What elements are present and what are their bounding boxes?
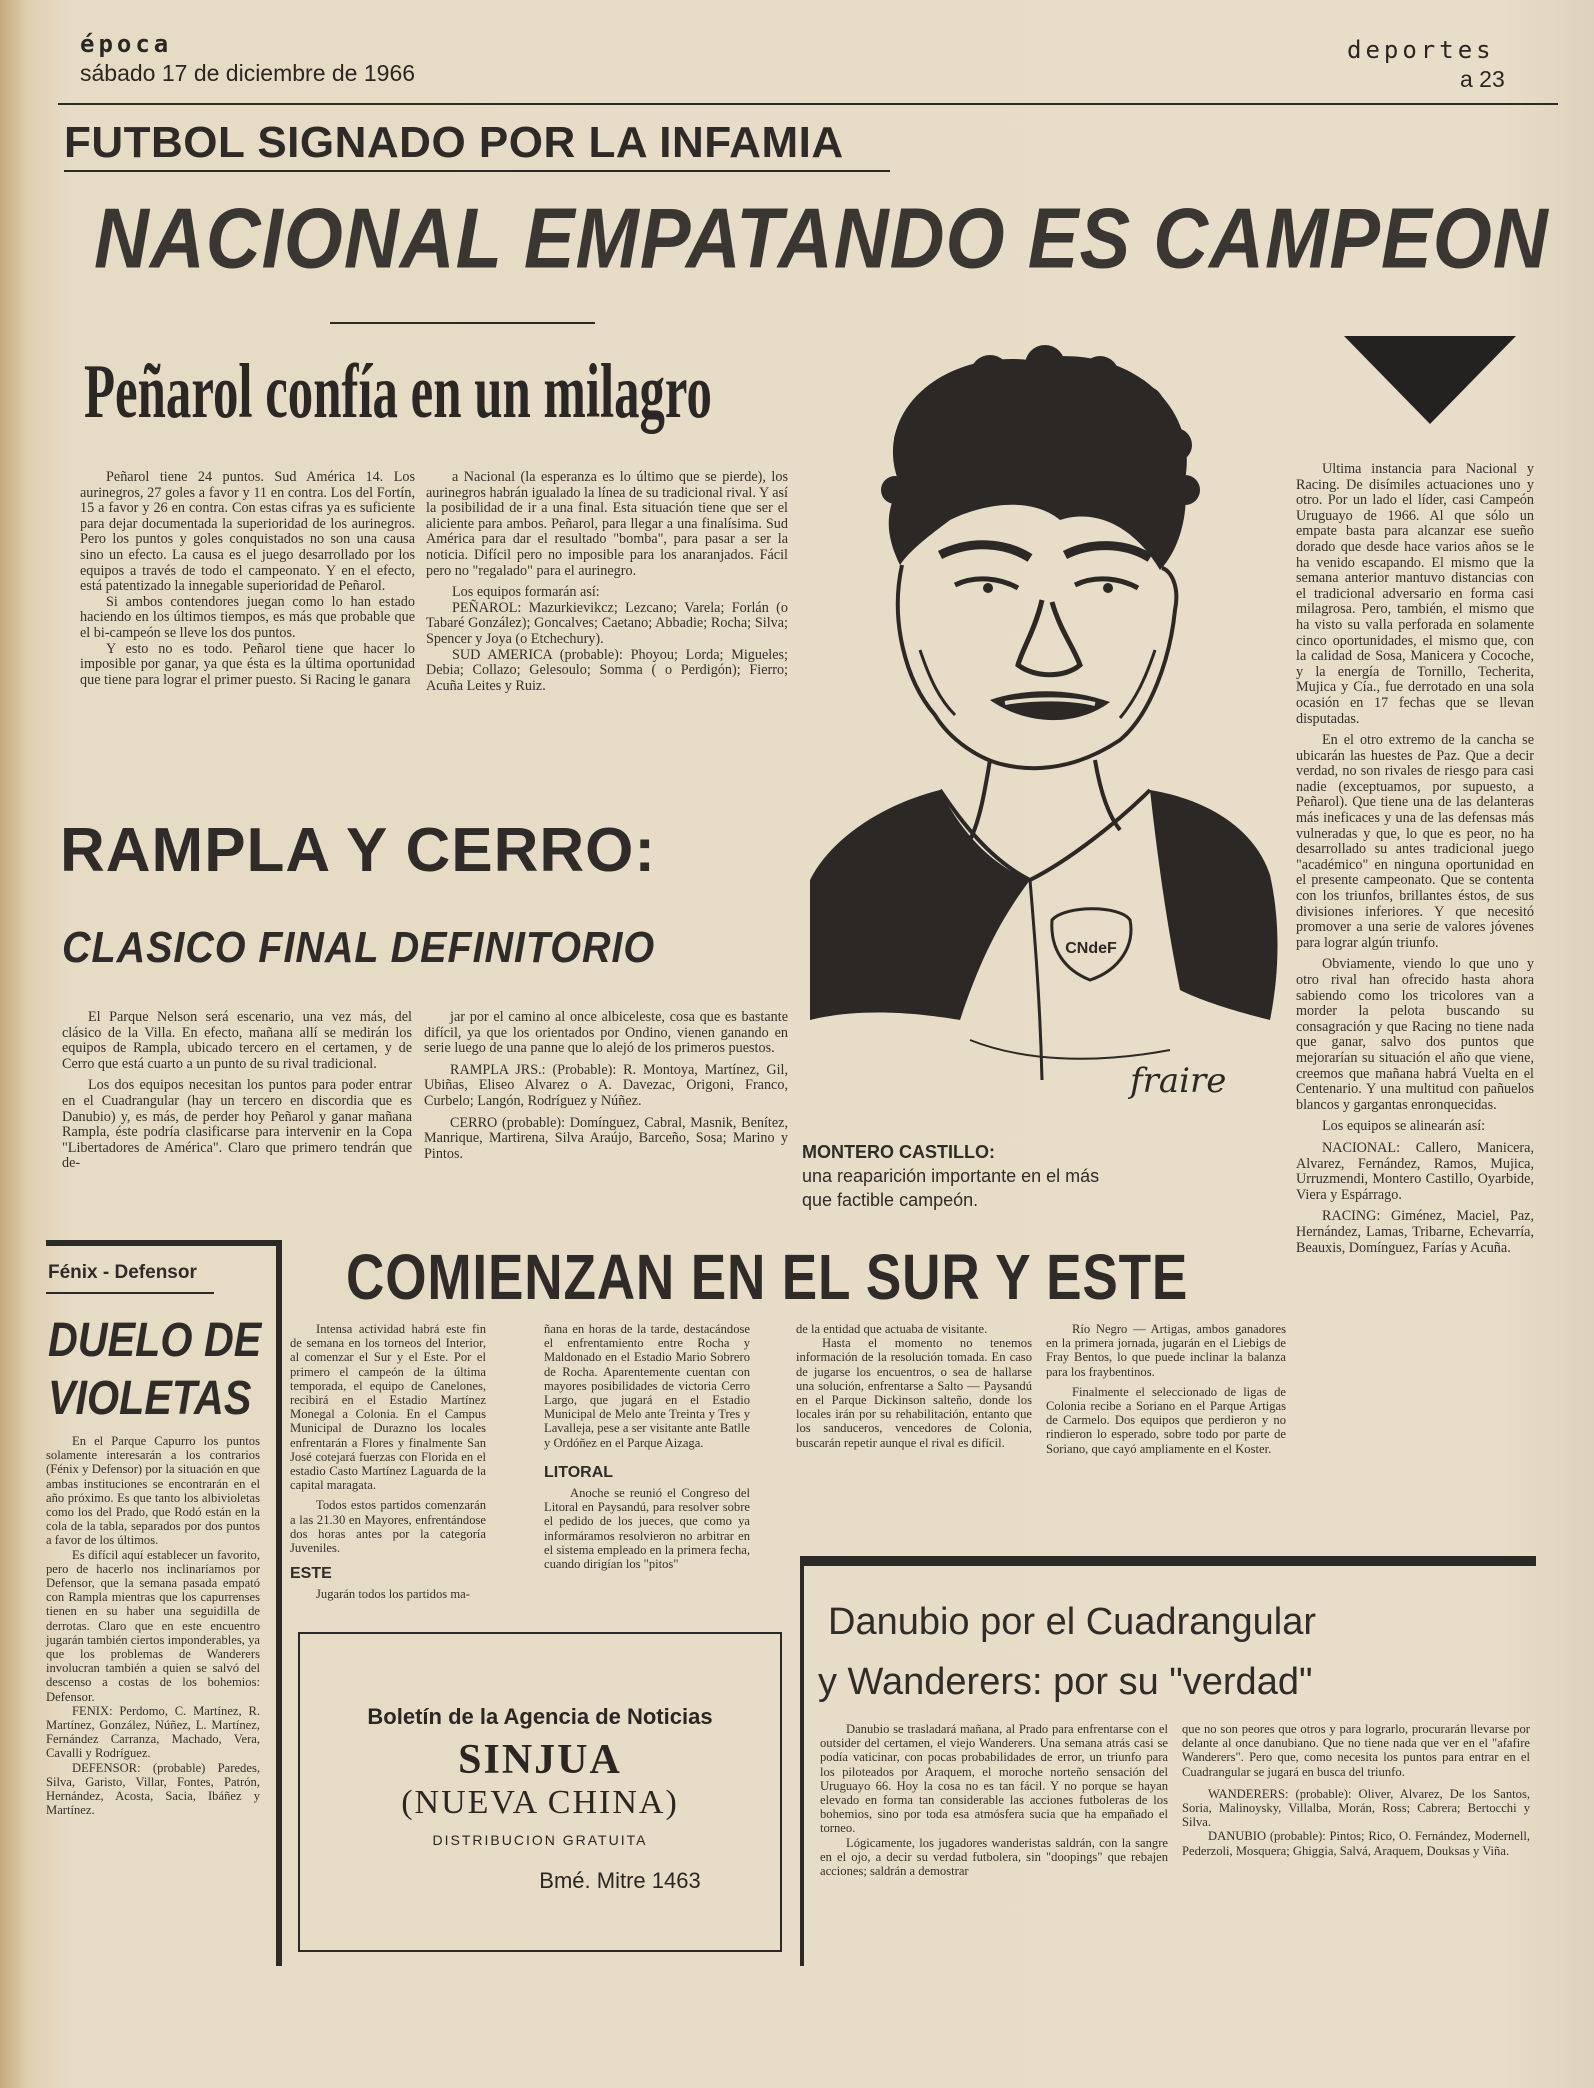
masthead-rule [58, 103, 1558, 105]
triangle-marker-icon [1340, 332, 1520, 428]
montero-castillo-portrait [790, 320, 1300, 1110]
comienzan-paragraph: de la entidad que actuaba de visitante. [796, 1322, 988, 1336]
nacional-column [1296, 462, 1534, 1256]
illustration-caption [802, 1140, 1182, 1212]
fenix-paragraph: En el Parque Capurro los puntos solamente interesarán a los contrarios (Fénix y Defensor) por la situación en que ambas instituciones se encontrarán en el año próximo. Es que tanto los albivioletas como los del Prado, que Rodó están en la cola de la tabla, separados por dos puntos a favor de los últimos. [46, 1434, 260, 1548]
comienzan-paragraph: Intensa actividad habrá este fin de semana en los torneos del Interior, al comenzar el Sur y el Este. Por el primero el campeón de la última temporada, el equipo de Canelones, recibirá en el Estadio Martínez Monegal a Colonia. En el Campus Municipal de Durazno los locales enfrentarán a Flores y finalmente San José cotejará fuerzas con Florida en el estadio Casto Martínez Laguarda de la capital maragata. [290, 1322, 486, 1493]
fenix-headline [48, 1312, 261, 1428]
danubio-left-rule [800, 1556, 804, 1966]
ad-subtitle: (NUEVA CHINA) [401, 1784, 679, 1821]
ad-title: SINJUA [458, 1737, 622, 1783]
nacional-paragraph: Obviamente, viendo lo que uno y otro rival han ofrecido hasta ahora sabiendo como los tricolores van a morder la pelota buscando su consagración y que Racing no tiene nada que ganar, salvo dos puntos que mejorarían su situación el año que viene, creemos que mañana habrá Vuelta en el Centenario. Y una multitud con pañuelos blancos y gargantas enronquecidas. [1296, 956, 1534, 1113]
danubio-headline [818, 1592, 1316, 1712]
rampla-column-2 [424, 1010, 788, 1162]
fenix-kicker: Fénix - Defensor [48, 1262, 197, 1283]
nacional-paragraph: Los equipos se alinearán así: [1322, 1118, 1486, 1135]
fenix-right-rule [276, 1240, 282, 1966]
este-label: ESTE [290, 1565, 332, 1583]
comienzan-column-3 [796, 1322, 1032, 1450]
rampla-lineup: RAMPLA JRS.: (Probable): R. Montoya, Martínez, Gil, Ubiñas, Eliseo Alvarez o A. Davezac, Origoni, Franco, Curbelo; Langón, Rodríguez y Núñez. [424, 1061, 788, 1109]
ad-line: Boletín de la Agencia de Noticias [367, 1704, 713, 1729]
main-headline: NACIONAL EMPATANDO ES CAMPEON [94, 191, 1549, 287]
penarol-column-2 [426, 470, 788, 694]
penarol-headline: Peñarol confía en un milagro [84, 349, 712, 435]
fenix-lineup: FENIX: Perdomo, C. Martínez, R. Martínez, González, Núñez, L. Martínez, Fernández Carranza, Machado, Vera, Cavalli y Rodríguez. [46, 1703, 260, 1761]
fenix-headline-line: DUELO DE [48, 1314, 262, 1367]
danubio-headline-line: y Wanderers: por su "verdad" [818, 1661, 1313, 1703]
penarol-paragraph: Los equipos formarán así: [452, 584, 600, 601]
rampla-headline: RAMPLA Y CERRO: [60, 816, 657, 885]
caption-name: MONTERO CASTILLO: [802, 1142, 995, 1162]
danubio-paragraph: que no son peores que otros y para lograrlo, procurarán llevarse por delante al once danubiano. Que no tiene nada que ver en el "afafire Wanderers". Pero que, como necesita los puntos para entrar en el Cuadrangular se jugará en busca del triunfo. [1182, 1722, 1530, 1779]
danubio-lineup: WANDERERS: (probable): Oliver, Alvarez, De los Santos, Soria, Malinoysky, Villalba, Morán, Ross; Cabrera; Bertocchi y Silva. [1182, 1786, 1530, 1830]
masthead-paper-name: época [80, 30, 173, 58]
danubio-headline-line: Danubio por el Cuadrangular [828, 1601, 1316, 1643]
fenix-paragraph: Es difícil aquí establecer un favorito, pero de hacerlo nos inclinaríamos por Defensor, que la semana pasada empató con Rampla mientras que los capurrenses tienen en su haber una seguidilla de derrotas. Claro que en este encuentro jugarán también ciertos imponderables, ya que los problemas de Wanderers involucran también a quien se salvó del descenso a costas de los bohemios: Defensor. [46, 1547, 260, 1704]
comienzan-paragraph: Río Negro — Artigas, ambos ganadores en la primera jornada, jugarán en el Liebigs de Fray Bentos, lo que puede inclinar la balanza para los fraybentinos. [1046, 1322, 1286, 1379]
nacional-lineup: RACING: Giménez, Maciel, Paz, Hernández, Lamas, Tribarne, Echevarría, Beauxis, Domínguez, Farías y Acuña. [1296, 1208, 1534, 1256]
rampla-subheadline: CLASICO FINAL DEFINITORIO [62, 923, 656, 972]
danubio-top-rule [800, 1556, 1536, 1566]
masthead-page-number: a 23 [1460, 66, 1505, 92]
fenix-headline-line: VIOLETAS [48, 1372, 252, 1425]
danubio-lineup: DANUBIO (probable): Pintos; Rico, O. Fernández, Modernell, Pederzoli, Mosquera; Ghiggia, Salvá, Araquem, Douksas y Viña. [1182, 1829, 1530, 1858]
ad-distribution: DISTRIBUCION GRATUITA [432, 1832, 648, 1848]
comienzan-paragraph: Todos estos partidos comenzarán a las 21.30 en Mayores, enfrentándose dos horas antes por la categoría Juveniles. [290, 1498, 486, 1556]
fenix-lineup: DEFENSOR: (probable) Paredes, Silva, Garisto, Villar, Fontes, Patrón, Hernández, Acosta, Sacia, Ibáñez y Martínez. [46, 1760, 260, 1818]
fenix-column [46, 1434, 260, 1817]
kicker-headline: FUTBOL SIGNADO POR LA INFAMIA [64, 118, 844, 167]
litoral-label: LITORAL [544, 1463, 614, 1481]
penarol-lineup: SUD AMERICA (probable): Phoyou; Lorda; Migueles; Debia; Collazo; Gelesoulo; Somma ( o Perdigón); Fierro; Acuña Leites y Ruiz. [426, 646, 788, 694]
danubio-column-1 [820, 1722, 1168, 1878]
rampla-paragraph: Los dos equipos necesitan los puntos para poder entrar en el Cuadrangular (hay un tercero en discordia que es Danubio) y, es más, de perder hoy Peñarol y ganar mañana Rampla, éste podría clasificarse para intervenir en la Copa "Libertadores de América". Claro que primero tendrán que de- [62, 1077, 412, 1172]
caption-line: una reaparición importante en el más [802, 1166, 1100, 1186]
nacional-lineup: NACIONAL: Callero, Manicera, Alvarez, Fernández, Ramos, Mujica, Urruzmendi, Montero Castillo, Oyarbide, Viera y Espárrago. [1296, 1139, 1534, 1203]
comienzan-column-2 [544, 1322, 750, 1571]
fenix-top-rule [46, 1240, 282, 1246]
artist-signature: fraire [1130, 1061, 1227, 1101]
caption-line: que factible campeón. [802, 1190, 979, 1210]
penarol-column-1 [80, 470, 415, 688]
fenix-kicker-rule [46, 1292, 214, 1294]
rampla-column-1 [62, 1010, 412, 1172]
headline-divider [330, 322, 595, 324]
rampla-lineup: CERRO (probable): Domínguez, Cabral, Masnik, Benítez, Manrique, Martirena, Silva Araújo, Barceño, Sosa; Marino y Pintos. [424, 1114, 788, 1162]
comienzan-paragraph: Anoche se reunió el Congreso del Litoral en Paysandú, para resolver sobre el pedido de los jueces, que como ya informáramos resolvieron no arbitrar en el sistema empleado en la primera fecha, cuando dirigían los "pitos" [544, 1486, 750, 1572]
ad-address: Bmé. Mitre 1463 [539, 1868, 701, 1893]
danubio-paragraph: Lógicamente, los jugadores wanderistas saldrán, con la sangre en el ojo, a decir su verdad futbolera, sin "doopings" que rebajen acciones; saldrán a demostrar [820, 1835, 1168, 1879]
penarol-lineup: PEÑAROL: Mazurkievikcz; Lezcano; Varela; Forlán (o Tabaré González); Goncalves; Caetano; Abbadie; Rocha; Silva; Spencer y Joya (o Etchechury). [426, 599, 788, 647]
comienzan-headline: COMIENZAN EN EL SUR Y ESTE [346, 1241, 1189, 1313]
comienzan-paragraph: Jugarán todos los partidos ma- [316, 1587, 470, 1602]
masthead-section: deportes [1347, 36, 1495, 64]
penarol-paragraph: Peñarol tiene 24 puntos. Sud América 14. Los aurinegros, 27 goles a favor y 11 en contra. Los del Fortín, 15 a favor y 26 en contra. Con estas cifras ya es suficiente para dejar documentada la superioridad de los aurinegros. Pero los puntos y goles conquistados no son una causa sino un efecto. La causa es el juego desarrollado por los equipos a través de todo el campeonato. Y en el efecto, está patentizado la innegable superioridad de Peñarol. [80, 469, 415, 595]
comienzan-column-4 [1046, 1322, 1286, 1456]
masthead-date: sábado 17 de diciembre de 1966 [80, 60, 416, 86]
rampla-paragraph: El Parque Nelson será escenario, una vez más, del clásico de la Villa. En efecto, mañana allí se medirán los equipos de Rampla, ubicado tercero en el certamen, y de Cerro que está cuarto a un punto de su rival tradicional. [62, 1009, 412, 1072]
nacional-paragraph: En el otro extremo de la cancha se ubicarán las huestes de Paz. Que a decir verdad, no son rivales de riesgo para casi nadie (exceptuamos, por supuesto, a Peñarol). Que tiene una de las delanteras más ineficaces y una de las defensas más vulneradas y que, lo que es peor, no ha desarrollado su antes tradicional juego "académico" en ninguna oportunidad en el presente campeonato. Que se contenta con los triunfos, brillantes éstos, de sus divisiones inferiores. Y que necesitó promover a una serie de valores jóvenes para lograr algún triunfo. [1296, 732, 1534, 951]
danubio-paragraph: Danubio se trasladará mañana, al Prado para enfrentarse con el outsider del certamen, el viejo Wanderers. Una semana atrás casi se podía vaticinar, con pocas probabilidades de error, un triunfo para los piloteados por Araquem, el moroche norteño sensación del Uruguayo 66. Hoy la cosa no es tan fácil. Y no porque se hayan elevado en forma tan considerable las acciones futboleras de los bohemios, sino por toda esa atmósfera sucia que ha empañado el torneo. [820, 1722, 1168, 1836]
nacional-paragraph: Ultima instancia para Nacional y Racing. De disímiles actuaciones uno y otro. Por un lado el líder, casi Campeón Uruguayo de 1966. Al que sólo un empate basta para alcanzar ese sueño dorado que desde hace varios años se le ha venido escapando. El mismo que la semana anterior mantuvo distancias con el tradicional adversario en forma casi milagrosa. Pero, también, el mismo que ha visto su valla perforada en solamente cinco oportunidades, el mismo que, con la calidad de Sosa, Manicera y Cocoche, y la energía de Tornillo, Techerita, Mujica y Cía., fue derrotado en una sola ocasión en 17 fechas que se llevan disputadas. [1296, 461, 1534, 727]
comienzan-paragraph: Finalmente el seleccionado de ligas de Colonia recibe a Soriano en el Parque Artigas de Carmelo. Dos equipos que perdieron y no rindieron lo esperado, sobre todo por parte de Soriano, que cayó ampliamente en el Koster. [1046, 1384, 1286, 1456]
comienzan-paragraph: Hasta el momento no tenemos información de la resolución tomada. En caso de jugarse los encuentros, o sea de hallarse una solución, enfrentarse a Salto — Paysandú en el Parque Dickinson salteño, donde los locales irán por su rehabilitación, entanto que los sanduceros, vencedores de Colonia, buscarán repetir aunque el rival es difícil. [796, 1336, 1032, 1450]
penarol-paragraph: a Nacional (la esperanza es lo último que se pierde), los aurinegros habrán igualado la línea de su tradicional rival. Y así la posibilidad de ir a una final. Esta situación tiene que ser el aliciente para ambos. Peñarol, para llegar a una finalísima. Sud América para dar el resultado "bomba", para pasar a ser la noticia. Difícil pero no imposible para los anaranjados. Fácil pero no "regalado" para el aurinegro. [426, 469, 788, 579]
comienzan-paragraph: ñana en horas de la tarde, destacándose el enfrentamiento entre Rocha y Maldonado en el Estadio Mario Sobrero de Rocha. Aparentemente cuentan con mayores posibilidades de victoria Cerro Largo, que jugará en el Estadio Municipal de Melo ante Treinta y Tres y Lavalleja, pese a ser visitante ante Batlle y Ordóñez en el Parque Aizaga. [544, 1322, 750, 1450]
rampla-paragraph: jar por el camino al once albiceleste, cosa que es bastante difícil, ya que los orientados por Ondino, vienen ganando en serie luego de una panne que lo alejó de los primeros puestos. [424, 1009, 788, 1057]
sinjua-advertisement [298, 1632, 782, 1952]
comienzan-column-1 [290, 1322, 486, 1602]
penarol-paragraph: Si ambos contendores juegan como lo han estado haciendo en los últimos tiempos, es más que probable que el bi-campeón se lleve los dos puntos. [80, 593, 415, 641]
penarol-paragraph: Y esto no es todo. Peñarol tiene que hacer lo imposible por ganar, ya que ésta es la última oportunidad que tiene para lograr el primer puesto. Si Racing le ganara [80, 640, 415, 688]
badge-lettering: CNdeF [1065, 940, 1117, 957]
danubio-column-2 [1182, 1722, 1530, 1858]
kicker-underline [64, 170, 890, 172]
